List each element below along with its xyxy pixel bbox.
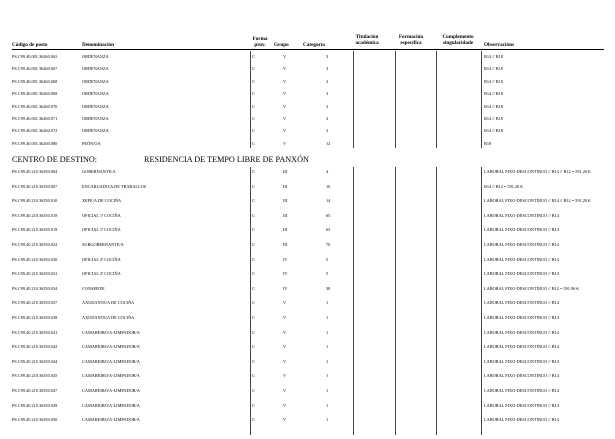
cell-observacions: LABORAL FIXO-DESCONTINUO // B14	[484, 315, 559, 320]
cell-grupo: V	[283, 128, 287, 134]
cell-grupo: V	[283, 329, 287, 335]
cell-denominacion: ORDENANZA	[82, 78, 109, 84]
cell-categoria: 1	[326, 315, 329, 320]
cell-categoria: 1	[326, 344, 329, 350]
cell-denominacion: ENCARGADO/A DE TRABALLOS	[82, 183, 147, 189]
cell-denominacion: ORDENANZA	[82, 103, 109, 109]
cell-observacions: LABORAL FIXO-DESCONTINUO // B14	[484, 417, 559, 423]
cell-codigo: PS.C99.40.001.36260.072	[12, 128, 58, 134]
cell-denominacion: XEFE/A DE COCIÑA	[82, 198, 122, 204]
cell-grupo: III	[283, 227, 288, 233]
cell-denominacion: ORDENANZA	[82, 54, 109, 59]
column-separator	[353, 51, 354, 148]
cell-categoria: 1	[326, 373, 329, 379]
cell-observacions: LABORAL FIXO-DESCONTINUO // B14	[484, 344, 559, 350]
cell-codigo: PS.C99.40.210.36350.044	[12, 358, 58, 364]
cell-grupo: V	[283, 78, 287, 84]
cell-categoria: 1	[326, 358, 329, 364]
column-separator	[395, 51, 396, 148]
cell-forma: C	[252, 402, 255, 408]
cell-observacions: LABORAL FIXO-DESCONTINUO // B14	[484, 388, 559, 393]
cell-codigo: PS.C99.40.001.36260.080	[12, 140, 58, 146]
header-observacions: Observacións	[484, 42, 514, 48]
cell-observacions: B14 // B18	[484, 91, 503, 97]
cell-grupo: V	[283, 300, 287, 306]
cell-codigo: PS.C99.40.001.36260.071	[12, 116, 58, 121]
cell-grupo: V	[283, 402, 287, 408]
cell-grupo: V	[283, 91, 287, 97]
cell-codigo: PS.C99.40.210.36350.050	[12, 417, 58, 423]
cell-denominacion: CAMAREIRO/A-LIMPADOR/A	[82, 373, 140, 379]
center-title	[12, 155, 309, 164]
cell-grupo: III	[283, 242, 288, 247]
cell-denominacion: OFICIAL 2ª COCIÑA	[82, 271, 121, 277]
cell-forma: C	[252, 78, 255, 84]
cell-codigo: PS.C99.40.001.36260.065	[12, 54, 58, 59]
cell-denominacion: CAMAREIRO/A-LIMPADOR/A	[82, 417, 140, 423]
cell-forma: C	[252, 256, 255, 262]
cell-codigo: PS.C99.40.210.36350.022	[12, 242, 58, 247]
cell-categoria: 1	[326, 402, 329, 408]
cell-denominacion: OFICIAL 2ª COCIÑA	[82, 256, 121, 262]
header-formacion	[391, 34, 431, 46]
cell-codigo: PS.C99.40.210.36350.019	[12, 227, 58, 233]
column-separator	[250, 167, 251, 435]
cell-observacions: B14 // B18	[484, 78, 503, 84]
column-separator	[353, 167, 354, 435]
cell-categoria: 3	[326, 91, 329, 97]
header-titulacion-line1: Titulación	[355, 34, 379, 40]
cell-forma: C	[252, 128, 255, 134]
center-label: CENTRO DE DESTINO:	[12, 155, 98, 164]
cell-forma: C	[252, 91, 255, 97]
cell-observacions: LABORAL FIXO-DESCONTINUO // B14	[484, 242, 559, 247]
cell-observacions: LABORAL FIXO-DESCONTINUO // B14 // B12 = 591,20 €.	[484, 169, 592, 174]
cell-forma: C	[252, 285, 255, 291]
cell-codigo: PS.C99.40.001.36260.068	[12, 78, 58, 84]
cell-categoria: 3	[326, 54, 329, 59]
header-formacion-line1: Formación	[398, 34, 424, 40]
cell-forma: C	[252, 116, 255, 121]
header-complemento	[436, 34, 480, 46]
cell-observacions: B14 // B18	[484, 66, 503, 72]
cell-grupo: III	[283, 212, 288, 218]
cell-grupo: V	[283, 140, 287, 146]
cell-forma: C	[252, 344, 255, 350]
cell-forma: C	[252, 54, 255, 59]
cell-forma: C	[252, 227, 255, 233]
cell-codigo: PS.C99.40.001.36260.069	[12, 91, 58, 97]
header-titulacion-line2: académica	[355, 40, 379, 46]
cell-forma: C	[252, 198, 255, 204]
cell-denominacion: CAMAREIRO/A-LIMPADOR/A	[82, 388, 140, 393]
header-categoria: Categoría	[303, 42, 325, 48]
cell-forma: C	[252, 103, 255, 109]
column-separator	[250, 51, 251, 148]
cell-categoria: 65	[326, 227, 331, 233]
cell-observacions: LABORAL FIXO-DESCONTINUO // B14	[484, 300, 559, 306]
cell-forma: C	[252, 417, 255, 423]
cell-codigo: PS.C99.40.210.36350.047	[12, 388, 58, 393]
cell-codigo: PS.C99.40.210.36350.030	[12, 256, 58, 262]
header-forma-line1: Forma	[252, 36, 268, 42]
cell-observacions: LABORAL FIXO-DESCONTINUO // B14	[484, 329, 559, 335]
cell-grupo: V	[283, 388, 287, 393]
cell-codigo: PS.C99.40.210.36350.038	[12, 315, 58, 320]
cell-grupo: V	[283, 315, 287, 320]
cell-denominacion: SUBGOBERNANTE/A	[82, 242, 124, 247]
cell-forma: C	[252, 169, 255, 174]
cell-observacions: LABORAL FIXO-DESCONTINUO // B14	[484, 212, 559, 218]
cell-categoria: 1	[326, 329, 329, 335]
cell-categoria: 12	[326, 140, 331, 146]
cell-forma: C	[252, 358, 255, 364]
cell-denominacion: OFICIAL 1ª COCIÑA	[82, 227, 121, 233]
cell-categoria: 3	[326, 78, 329, 84]
cell-denominacion: CAMAREIRO/A-LIMPADOR/A	[82, 329, 140, 335]
header-denominacion: Denominación	[82, 42, 114, 48]
cell-grupo: V	[283, 358, 287, 364]
cell-grupo: V	[283, 103, 287, 109]
cell-codigo: PS.C99.40.210.36350.037	[12, 300, 58, 306]
cell-denominacion: PEÓN/OA	[82, 140, 101, 146]
cell-grupo: V	[283, 66, 287, 72]
cell-denominacion: GOBERNANTE/A	[82, 169, 116, 174]
cell-categoria: 5	[326, 256, 329, 262]
column-separator	[436, 51, 437, 148]
cell-observacions: LABORAL FIXO-DESCONTINUO // B14	[484, 358, 559, 364]
cell-forma: C	[252, 66, 255, 72]
cell-categoria: 38	[326, 285, 331, 291]
cell-codigo: PS.C99.40.210.36350.045	[12, 373, 58, 379]
cell-codigo: PS.C99.40.210.36350.031	[12, 271, 58, 277]
cell-categoria: 65	[326, 212, 331, 218]
cell-denominacion: CONSERXE	[82, 285, 105, 291]
cell-grupo: V	[283, 417, 287, 423]
cell-observacions: B14 // B18	[484, 54, 503, 59]
cell-observacions: LABORAL FIXO-DESCONTINUO // B14	[484, 271, 559, 277]
cell-forma: C	[252, 388, 255, 393]
column-separator	[481, 51, 482, 148]
cell-forma: C	[252, 140, 255, 146]
cell-denominacion: OFICIAL 1ª COCIÑA	[82, 212, 121, 218]
cell-grupo: V	[283, 373, 287, 379]
cell-observacions: LABORAL FIXO-DESCONTINUO // B12 = 591,96 €.	[484, 285, 580, 291]
cell-codigo: PS.C99.40.210.36350.004	[12, 169, 58, 174]
cell-forma: C	[252, 300, 255, 306]
cell-denominacion: CAMAREIRO/A-LIMPADOR/A	[82, 344, 140, 350]
cell-codigo: PS.C99.40.210.36350.010	[12, 198, 58, 204]
cell-grupo: V	[283, 116, 287, 121]
cell-denominacion: ORDENANZA	[82, 66, 109, 72]
column-separator	[395, 167, 396, 435]
header-forma	[246, 36, 274, 48]
cell-grupo: V	[283, 344, 287, 350]
header-forma-line2: prov.	[254, 42, 266, 48]
cell-categoria: 1	[326, 300, 329, 306]
cell-grupo: III	[283, 169, 288, 174]
cell-denominacion: ORDENANZA	[82, 91, 109, 97]
cell-codigo: PS.C99.40.210.36350.007	[12, 183, 58, 189]
header-titulacion	[348, 34, 386, 46]
cell-forma: C	[252, 212, 255, 218]
cell-observacions: B14 // B18	[484, 116, 503, 121]
cell-categoria: 4	[326, 169, 329, 174]
cell-observacions: LABORAL FIXO-DESCONTINUO // B14	[484, 373, 559, 379]
cell-categoria: 1	[326, 417, 329, 423]
cell-forma: C	[252, 242, 255, 247]
cell-categoria: 1	[326, 388, 329, 393]
cell-forma: C	[252, 373, 255, 379]
header-codigo: Código de posto	[12, 42, 48, 48]
cell-categoria: 10	[326, 183, 331, 189]
column-separator	[481, 167, 482, 435]
cell-categoria: 3	[326, 116, 329, 121]
cell-observacions: LABORAL FIXO-DESCONTINUO // B14	[484, 227, 559, 233]
cell-observacions: LABORAL FIXO-DESCONTINUO // B14	[484, 256, 559, 262]
cell-observacions: B14 // B18	[484, 103, 503, 109]
cell-observacions: B18	[484, 140, 492, 146]
header-complemento-line1: Complemento	[442, 34, 474, 40]
cell-denominacion: AXUDANTE/A DE COCIÑA	[82, 315, 135, 320]
cell-grupo: III	[283, 183, 288, 189]
cell-categoria: 3	[326, 128, 329, 134]
cell-forma: C	[252, 315, 255, 320]
cell-grupo: IV	[283, 271, 288, 277]
cell-grupo: V	[283, 54, 287, 59]
cell-grupo: III	[283, 198, 288, 204]
header-formacion-line2: específica	[400, 40, 422, 46]
header-rule	[12, 49, 604, 50]
cell-categoria: 5	[326, 271, 329, 277]
cell-codigo: PS.C99.40.210.36350.018	[12, 212, 58, 218]
cell-categoria: 3	[326, 103, 329, 109]
cell-observacions: B14 // B18	[484, 128, 503, 134]
cell-forma: C	[252, 329, 255, 335]
cell-codigo: PS.C99.40.210.36350.049	[12, 402, 58, 408]
cell-codigo: PS.C99.40.001.36260.067	[12, 66, 58, 72]
cell-grupo: IV	[283, 285, 288, 291]
cell-forma: C	[252, 271, 255, 277]
cell-codigo: PS.C99.40.210.36350.034	[12, 285, 58, 291]
cell-denominacion: CAMAREIRO/A-LIMPADOR/A	[82, 402, 140, 408]
cell-forma: C	[252, 183, 255, 189]
cell-grupo: IV	[283, 256, 288, 262]
header-complemento-line2: singularidade	[442, 40, 474, 46]
center-name: RESIDENCIA DE TEMPO LIBRE DE PANXÓN	[144, 155, 309, 164]
cell-observacions: LABORAL FIXO-DESCONTINUO // B14	[484, 402, 559, 408]
cell-denominacion: ORDENANZA	[82, 128, 109, 134]
cell-codigo: PS.C99.40.210.36350.041	[12, 329, 58, 335]
header-grupo: Grupo	[274, 42, 289, 48]
cell-codigo: PS.C99.40.210.36350.042	[12, 344, 58, 350]
cell-codigo: PS.C99.40.001.36260.070	[12, 103, 58, 109]
cell-observacions: LABORAL FIXO-DESCONTINUO // B14 // B12 = 591,20 €.	[484, 198, 592, 204]
cell-denominacion: ORDENANZA	[82, 116, 109, 121]
cell-observacions: B14 // B12 = 591,20 €.	[484, 183, 524, 189]
cell-categoria: 14	[326, 198, 331, 204]
cell-denominacion: AXUDANTE/A DE COCIÑA	[82, 300, 135, 306]
cell-categoria: 70	[326, 242, 331, 247]
column-separator	[436, 167, 437, 435]
cell-categoria: 3	[326, 66, 329, 72]
cell-denominacion: CAMAREIRO/A-LIMPADOR/A	[82, 358, 140, 364]
